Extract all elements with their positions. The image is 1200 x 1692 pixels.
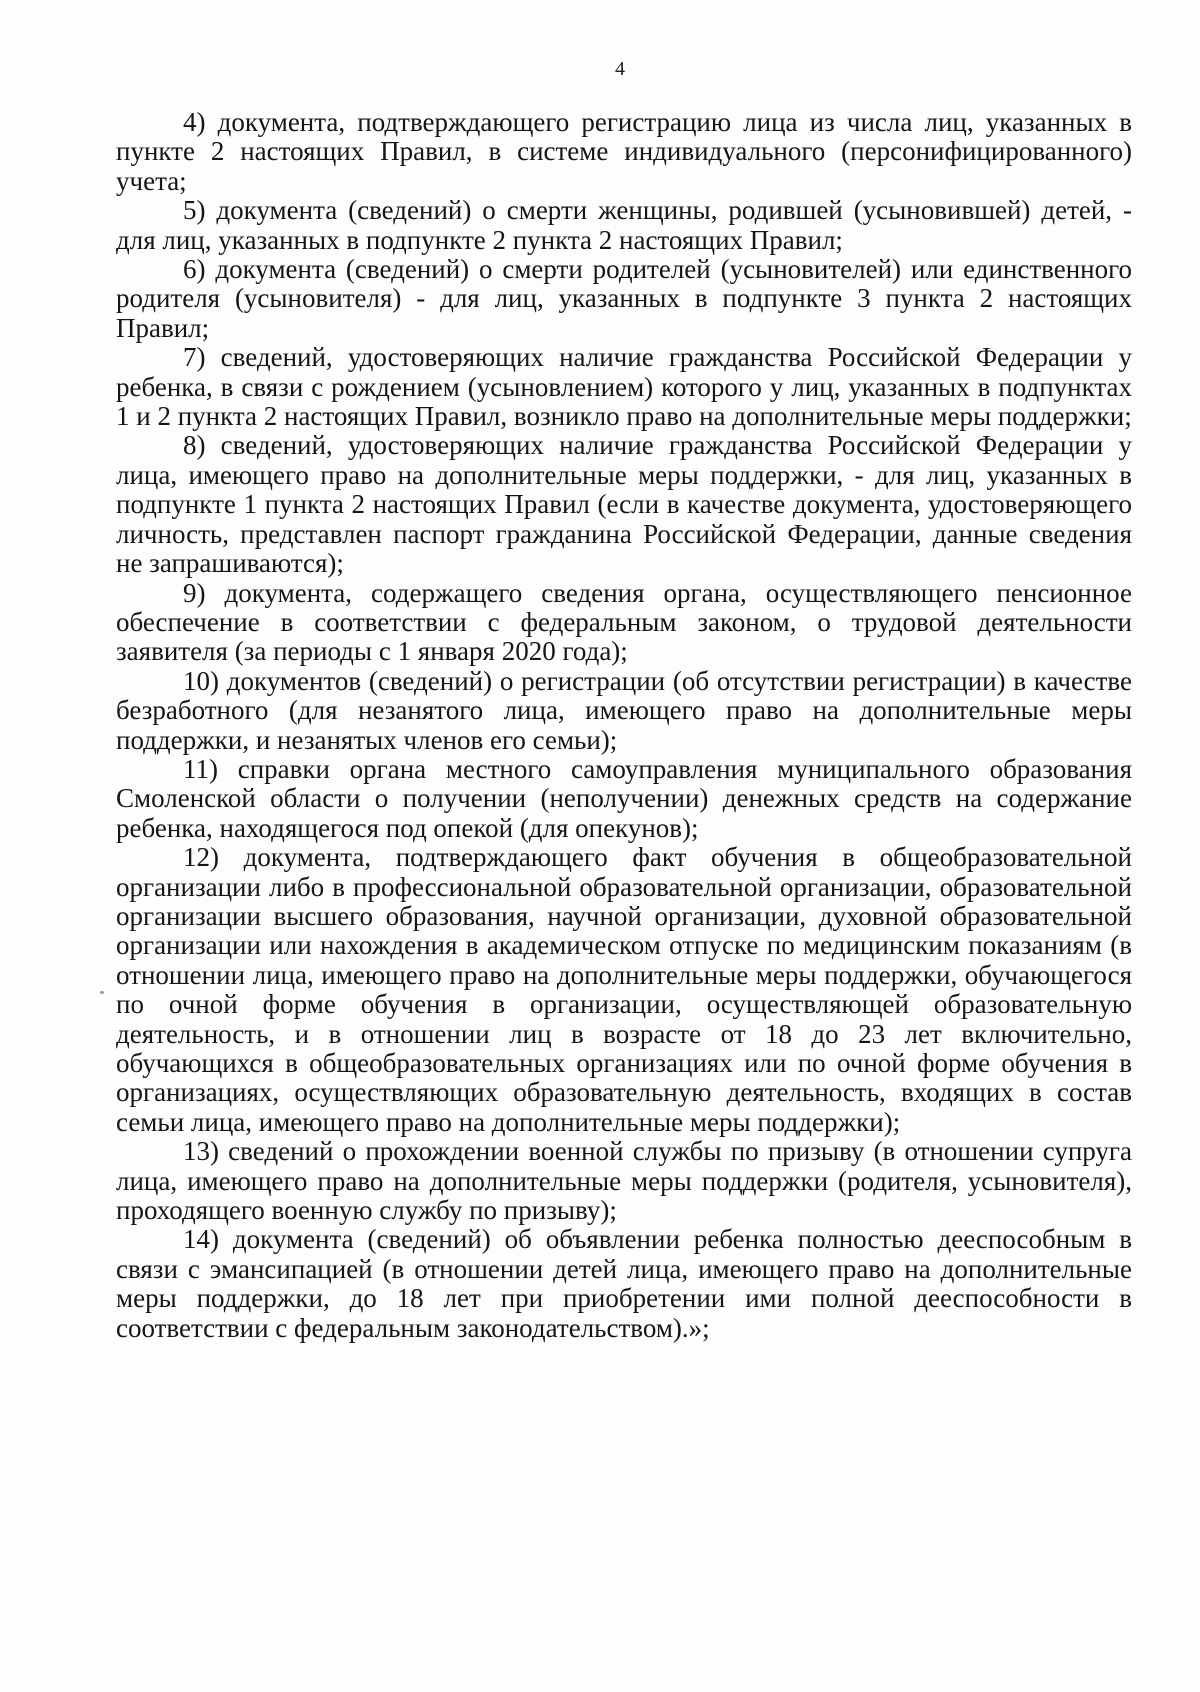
paragraph-item-7: 7) сведений, удостоверяющих наличие гражданства Российской Федерации у ребенка, в связи с рождением (усыновлением) которого у лиц, указанных в подпунктах 1 и 2 пункта 2 настоящих Правил, возникло право на дополнительные меры поддержки; [116,342,1132,432]
paragraph-item-6: 6) документа (сведений) о смерти родителей (усыновителей) или единственного родителя (усыновителя) - для лиц, указанных в подпункте 3 пункта 2 настоящих Правил; [116,254,1132,343]
paragraph-item-10: 10) документов (сведений) о регистрации (об отсутствии регистрации) в качестве безработного (для незанятого лица, имеющего право на дополнительные меры поддержки, и незанятых членов его семьи); [116,665,1132,755]
paragraph-item-9: 9) документа, содержащего сведения органа, осуществляющего пенсионное обеспечение в соответствии с федеральным законом, о трудовой деятельности заявителя (за периоды с 1 января 2020 года); [116,577,1132,667]
page-number: 4 [615,58,625,80]
paragraph-item-12: 12) документа, подтверждающего факт обучения в общеобразовательной организации либо в профессиональной образовательной организации, образовательной организации высшего образования, научной организации, духовной образовательной организации или нахождения в академическом отпуске по медицинским показаниям (в отношении лица, имеющего право на дополнительные меры поддержки, обучающегося по очной форме обучения в организации, осуществляющей образовательную деятельность, и в отношении лиц в возрасте от 18 до 23 лет включительно, обучающихся в общеобразовательных организациях или по очной форме обучения в организациях, осуществляющих образовательную деятельность, входящих в состав семьи лица, имеющего право на дополнительные меры поддержки); [116,842,1132,1137]
paragraph-item-13: 13) сведений о прохождении военной службы по призыву (в отношении супруга лица, имеющего право на дополнительные меры поддержки (родителя, усыновителя), проходящего военную службу по призыву); [116,1136,1132,1226]
scan-speck [100,991,104,994]
paragraph-item-5: 5) документа (сведений) о смерти женщины, родившей (усыновившей) детей, - для лиц, указанных в подпункте 2 пункта 2 настоящих Правил; [116,195,1132,255]
paragraph-item-14: 14) документа (сведений) об объявлении ребенка полностью дееспособным в связи с эмансипацией (в отношении детей лица, имеющего право на дополнительные меры поддержки, до 18 лет при приобретении ими полной дееспособности в соответствии с федеральным законодательством).»; [116,1224,1132,1343]
paragraph-item-11: 11) справки органа местного самоуправления муниципального образования Смоленской области о получении (неполучении) денежных средств на содержание ребенка, находящегося под опекой (для опекунов); [116,753,1132,843]
document-body [116,108,1132,1343]
paragraph-item-8: 8) сведений, удостоверяющих наличие гражданства Российской Федерации у лица, имеющего право на дополнительные меры поддержки, - для лиц, указанных в подпункте 1 пункта 2 настоящих Правил (если в качестве документа, удостоверяющего личность, представлен паспорт гражданина Российской Федерации, данные сведения не запрашиваются); [116,430,1132,579]
paragraph-item-4: 4) документа, подтверждающего регистрацию лица из числа лиц, указанных в пункте 2 настоящих Правил, в системе индивидуального (персонифицированного) учета; [116,107,1132,196]
